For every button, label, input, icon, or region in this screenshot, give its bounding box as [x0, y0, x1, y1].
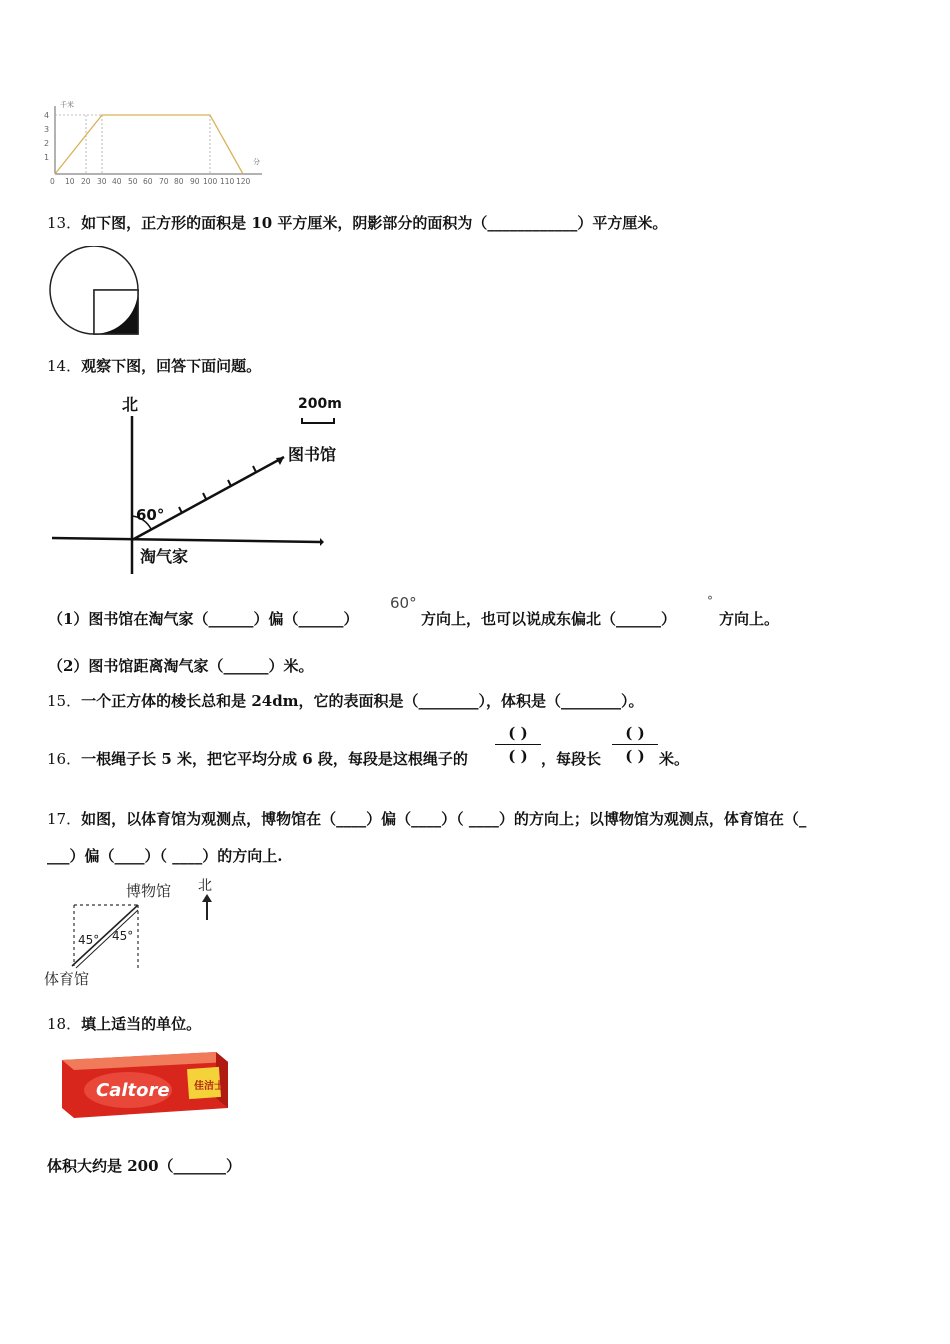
north-label: 北: [198, 878, 212, 894]
question-number: 18．: [47, 1015, 82, 1033]
graph-y-unit: 千米: [60, 101, 74, 109]
question-18-answer: 体积大约是 200（_______）: [47, 1157, 242, 1175]
y-tick: 4: [44, 111, 50, 120]
angle-label: 45°: [112, 929, 134, 943]
y-tick: 2: [44, 139, 50, 148]
circle-square-figure: [48, 246, 143, 338]
library-label: 图书馆: [288, 445, 337, 464]
question-number: 13．: [47, 214, 82, 232]
x-tick: 30: [97, 177, 107, 186]
question-text: 如下图，正方形的面积是 10 平方厘米，阴影部分的面积为（____________）平方厘米。: [81, 214, 668, 232]
fraction-blank-2[interactable]: [612, 722, 658, 767]
x-tick: 110: [220, 177, 235, 186]
question-text: 一个正方体的棱长总和是 24dm，它的表面积是（________），体积是（________）。: [81, 692, 644, 710]
q14-sub1-degree: °: [707, 594, 713, 608]
question-16-part-a: [47, 748, 468, 769]
question-number: 15．: [47, 692, 82, 710]
y-tick: 1: [44, 153, 50, 162]
gym-label: 体育馆: [44, 970, 90, 988]
question-18: [47, 1013, 201, 1034]
x-tick: 20: [81, 177, 91, 186]
x-tick: 0: [50, 177, 55, 186]
question-17-line1: [47, 808, 806, 829]
question-text: 如图，以体育馆为观测点，博物馆在（____）偏（____）（ ____）的方向上；以博物馆为观测点，体育馆在（_: [81, 810, 807, 828]
toothpaste-box-image: [56, 1048, 232, 1122]
x-tick: 60: [143, 177, 153, 186]
fraction-denominator: ( ): [625, 747, 645, 765]
brand-logo-text: Caltore: [96, 1080, 170, 1101]
q14-sub2: （2）图书馆距离淘气家（______）米。: [48, 657, 314, 675]
fraction-denominator: ( ): [508, 747, 528, 765]
q14-sub1: [48, 608, 358, 629]
q14-sub1-angle: 60°: [390, 594, 417, 612]
question-17-line2: ___）偏（____）（ ____）的方向上.: [47, 847, 283, 865]
x-tick: 90: [190, 177, 200, 186]
question-text: 观察下图，回答下面问题。: [81, 357, 262, 375]
question-16-part-b: ，每段长: [541, 750, 602, 768]
x-tick: 120: [236, 177, 251, 186]
graph-x-unit: 分: [253, 158, 260, 166]
museum-gym-figure: [42, 872, 227, 990]
q14-sub1-part-b: 方向上，也可以说成东偏北（______）: [421, 610, 677, 628]
box-badge-text: 佳洁士: [194, 1081, 224, 1092]
angle-label: 45°: [78, 933, 100, 947]
distance-time-graph: [40, 98, 270, 188]
q14-sub1-part-c: 方向上。: [719, 610, 780, 628]
question-text: 一根绳子长 5 米，把它平均分成 6 段，每段是这根绳子的: [81, 750, 468, 768]
question-number: 14．: [47, 357, 82, 375]
x-tick: 50: [128, 177, 138, 186]
question-number: 16．: [47, 750, 82, 768]
x-tick: 70: [159, 177, 169, 186]
question-15: [47, 690, 644, 711]
y-tick: 3: [44, 125, 50, 134]
question-14: [47, 355, 261, 376]
direction-figure: [48, 388, 358, 580]
north-label: 北: [122, 395, 139, 414]
q14-sub1-part-a: （1）图书馆在淘气家（______）偏（______）: [48, 610, 359, 628]
x-tick: 10: [65, 177, 75, 186]
x-tick: 40: [112, 177, 122, 186]
question-text: 填上适当的单位。: [81, 1015, 202, 1033]
question-16-part-c: 米。: [659, 750, 690, 768]
x-tick: 80: [174, 177, 184, 186]
fraction-numerator: ( ): [612, 722, 658, 745]
question-number: 17．: [47, 810, 82, 828]
home-label: 淘气家: [140, 547, 189, 566]
question-13: [47, 212, 667, 233]
museum-label: 博物馆: [126, 882, 172, 900]
scale-label: 200m: [298, 396, 342, 412]
x-tick: 100: [203, 177, 218, 186]
angle-label: 60°: [136, 506, 165, 524]
fraction-blank-1[interactable]: [495, 722, 541, 767]
fraction-numerator: ( ): [495, 722, 541, 745]
